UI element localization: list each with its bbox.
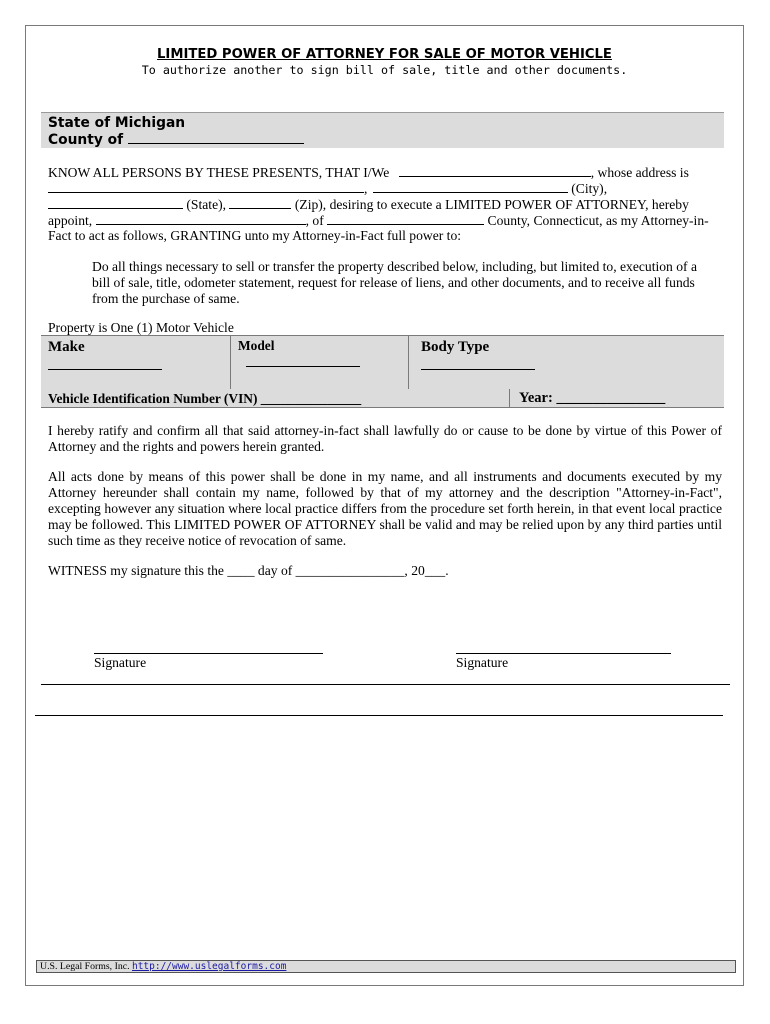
signature-line-right[interactable] [456, 653, 671, 654]
intro-line-1 [48, 164, 689, 181]
attorney-name-blank[interactable] [96, 212, 306, 225]
signature-label-left: Signature [94, 655, 147, 670]
intro-text: , [364, 181, 368, 196]
zip-blank[interactable] [229, 196, 291, 209]
address-blank[interactable] [48, 180, 364, 193]
signature-line-left[interactable] [94, 653, 323, 654]
signature-label-right: Signature [456, 655, 509, 670]
document-subtitle: To authorize another to sign bill of sale, title and other documents. [141, 63, 628, 77]
vehicle-table [41, 335, 724, 390]
make-cell [41, 336, 231, 389]
model-cell [231, 336, 409, 389]
state-label: State of Michigan [48, 115, 186, 131]
footer-bar [36, 960, 736, 973]
footer-url-link[interactable]: http://www.uslegalforms.com [131, 961, 287, 972]
attorney-county-blank[interactable] [327, 212, 484, 225]
principal-name-blank[interactable] [399, 164, 591, 177]
intro-text: (City), [571, 181, 608, 196]
intro-line-3 [48, 196, 689, 213]
intro-text: KNOW ALL PERSONS BY THESE PRESENTS, THAT I/We [48, 165, 390, 180]
divider-rule-2 [35, 715, 723, 716]
vehicle-intro: Property is One (1) Motor Vehicle [48, 320, 234, 335]
intro-line-4 [48, 212, 709, 229]
grant-paragraph: Do all things necessary to sell or transfer the property described below, including, but limited to, execution of a bill of sale, title, odometer statement, request for release of liens, and other documents, and to receive all funds from the purchase of same. [92, 259, 698, 306]
intro-text: (Zip), desiring to execute a LIMITED POWER OF ATTORNEY, hereby [294, 197, 689, 212]
state-blank[interactable] [48, 196, 183, 209]
venue-header [41, 112, 724, 148]
vin-divider [509, 389, 510, 407]
ratify-paragraph: I hereby ratify and confirm all that said attorney-in-fact shall lawfully do or cause to be done by virtue of this Power of Attorney and the rights and powers herein granted. [48, 423, 722, 454]
body-type-cell [409, 336, 724, 389]
city-blank[interactable] [373, 180, 568, 193]
model-blank[interactable] [246, 366, 360, 367]
document-page [25, 25, 744, 986]
model-label: Model [238, 338, 275, 353]
intro-text: County, Connecticut, as my Attorney-in- [487, 213, 709, 228]
county-label: County of [48, 132, 124, 148]
county-line [48, 131, 724, 148]
footer-company: U.S. Legal Forms, Inc. [40, 961, 130, 972]
body-type-label: Body Type [421, 339, 490, 355]
make-label: Make [48, 339, 85, 355]
intro-text: , whose address is [590, 165, 689, 180]
vin-label[interactable]: Vehicle Identification Number (VIN) _______________ [48, 391, 362, 406]
county-blank[interactable] [128, 131, 304, 144]
intro-line-5: Fact to act as follows, GRANTING unto my Attorney-in-Fact full power to: [48, 228, 462, 243]
make-blank[interactable] [48, 369, 162, 370]
document-title: LIMITED POWER OF ATTORNEY FOR SALE OF MOTOR VEHICLE [157, 47, 612, 62]
intro-text: appoint, [48, 213, 93, 228]
intro-line-2 [48, 180, 607, 197]
witness-line: WITNESS my signature this the ____ day of ________________, 20___. [48, 563, 449, 578]
divider-rule-1 [41, 684, 730, 685]
vin-row [41, 389, 724, 408]
year-label[interactable]: Year: _______________ [519, 390, 666, 406]
body-type-blank[interactable] [421, 369, 535, 370]
acts-paragraph: All acts done by means of this power shall be done in my name, and all instruments and documents executed by my Attorney hereunder shall contain my name, followed by that of my attorney and the description "Attorney-in-Fact", excepting however any situation where local practice differs from the procedure set forth herein, in that event local practice may be followed. This LIMITED POWER OF ATTORNEY shall be valid and may be relied upon by any third parties until such time as they receive notice of revocation of same. [48, 469, 722, 548]
intro-text: , of [305, 213, 324, 228]
intro-text: (State), [186, 197, 227, 212]
